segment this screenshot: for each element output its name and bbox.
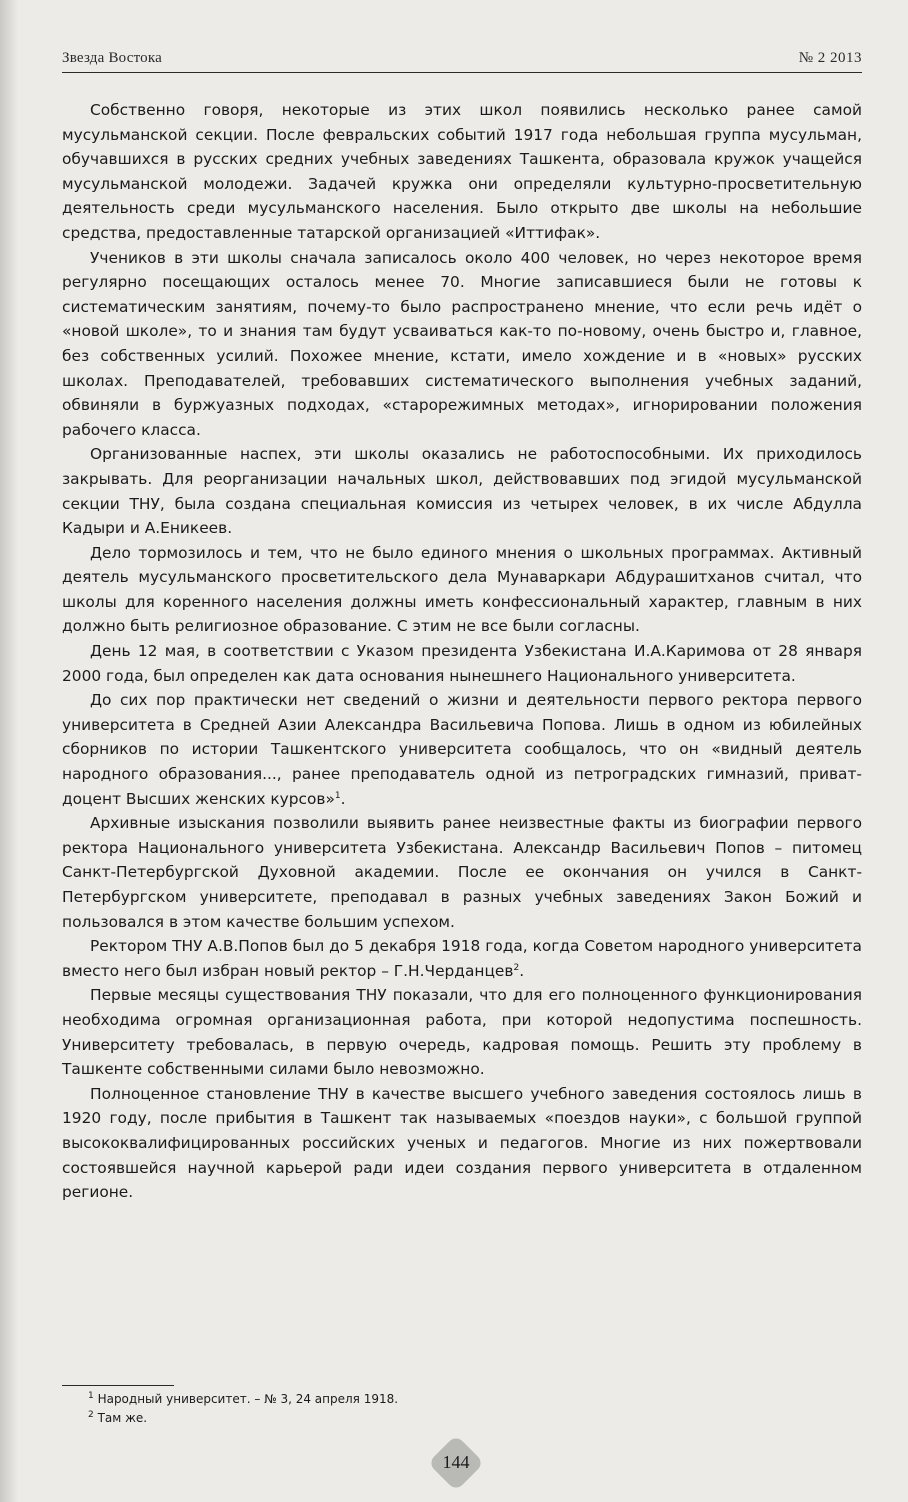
footnotes — [88, 1390, 398, 1428]
footnote-ref[interactable]: 2 — [513, 962, 520, 973]
footnote-divider — [62, 1385, 174, 1386]
footnote — [88, 1390, 398, 1409]
paragraph: Полноценное становление ТНУ в качестве высшего учебного заведения состоялось лишь в 1920 году, после прибытия в Ташкент так называемых «поездов науки», с большой группой высококвалифицированных российских ученых и педагогов. Многие из них пожертвовали состоявшейся научной карьерой ради идеи создания первого университета в отдаленном регионе. — [62, 1084, 862, 1202]
footnote — [88, 1409, 398, 1428]
sentence-end: . — [519, 961, 525, 980]
paragraph-text: Ректором ТНУ А.В.Попов был до 5 декабря 1918 года, когда Советом народного университета вместо него был избран новый ректор – Г.Н.Черданцев — [62, 937, 862, 980]
footnote-text: Народный университет. – № 3, 24 апреля 1918. — [97, 1392, 399, 1406]
paragraph: Дело тормозилось и тем, что не было единого мнения о школьных программах. Активный деятель мусульманского просветительского дела Мунаваркари Абдурашитханов считал, что школы для коренного населения должны иметь конфессиональный характер, главным в них должно быть религиозное образование. С этим не все были согласны. — [62, 543, 862, 636]
page-number-badge — [430, 1443, 482, 1483]
journal-title: Звезда Востока — [62, 50, 162, 66]
article-body — [62, 98, 862, 1205]
paragraph-with-footnote — [62, 688, 862, 811]
page-number: 144 — [442, 1452, 470, 1472]
footnote-number: 2 — [88, 1410, 94, 1420]
footnote-ref[interactable]: 1 — [334, 790, 341, 801]
paragraph-text: До сих пор практически нет сведений о жизни и деятельности первого ректора первого университета в Средней Азии Александра Васильевича Попова. Лишь в одном из юбилейных сборников по истории Ташкентского университета сообщалось, что он «видный деятель народного образования..., ранее преподаватель одной из петроградских гимназий, приват-доцент Высших женских курсов» — [62, 691, 862, 808]
paragraph: Учеников в эти школы сначала записалось около 400 человек, но через некоторое время регулярно посещающих осталось менее 70. Многие записавшиеся были не готовы к систематическим занятиям, почему-то было распространено мнение, что если речь идёт о «новой школе», то и знания там будут усваиваться как-то по-новому, очень быстро и, главное, без собственных усилий. Похожее мнение, кстати, имело хождение и в «новых» русских школах. Преподавателей, требовавших систематического выполнения учебных заданий, обвиняли в буржуазных подходах, «старорежимных методах», игнорировании положения рабочего класса. — [62, 248, 862, 439]
page-edge-shadow — [0, 0, 18, 1502]
paragraph: Архивные изыскания позволили выявить ранее неизвестные факты из биографии первого ректора Национального университета Узбекистана. Александр Васильевич Попов – питомец Санкт-Петербургской Духовной академии. После ее окончания он учился в Санкт-Петербургском университете, преподавал в разных учебных заведениях Закон Божий и пользовался в этом качестве большим успехом. — [62, 814, 862, 931]
footnote-number: 1 — [88, 1391, 94, 1401]
paragraph: Собственно говоря, некоторые из этих школ появились несколько ранее самой мусульманской секции. После февральских событий 1917 года небольшая группа мусульман, обучавшихся в русских средних учебных заведениях Ташкента, образовала кружок учащейся мусульманской молодежи. Задачей кружка они определяли культурно-просветительную деятельность среди мусульманского населения. Было открыто две школы на небольшие средства, предоставленные татарской организацией «Иттифак». — [62, 101, 862, 242]
sentence-end: . — [340, 789, 346, 808]
paragraph-with-footnote — [62, 934, 862, 983]
running-header — [62, 50, 862, 73]
paragraph: Первые месяцы существования ТНУ показали, что для его полноценного функционирования необходима огромная организационная работа, при которой недопустима поспешность. Университету требовалась, в первую очередь, кадровая помощь. Решить эту проблему в Ташкенте собственными силами было невозможно. — [62, 986, 862, 1079]
issue-number: № 2 2013 — [798, 50, 862, 66]
paragraph: Организованные наспех, эти школы оказались не работоспособными. Их приходилось закрывать. Для реорганизации начальных школ, действовавших под эгидой мусульманской секции ТНУ, была создана специальная комиссия из четырех человек, в их числе Абдулла Кадыри и А.Еникеев. — [62, 445, 862, 538]
footnote-text: Там же. — [97, 1411, 148, 1425]
paragraph: День 12 мая, в соответствии с Указом президента Узбекистана И.А.Каримова от 28 января 2000 года, был определен как дата основания нынешнего Национального университета. — [62, 642, 862, 685]
